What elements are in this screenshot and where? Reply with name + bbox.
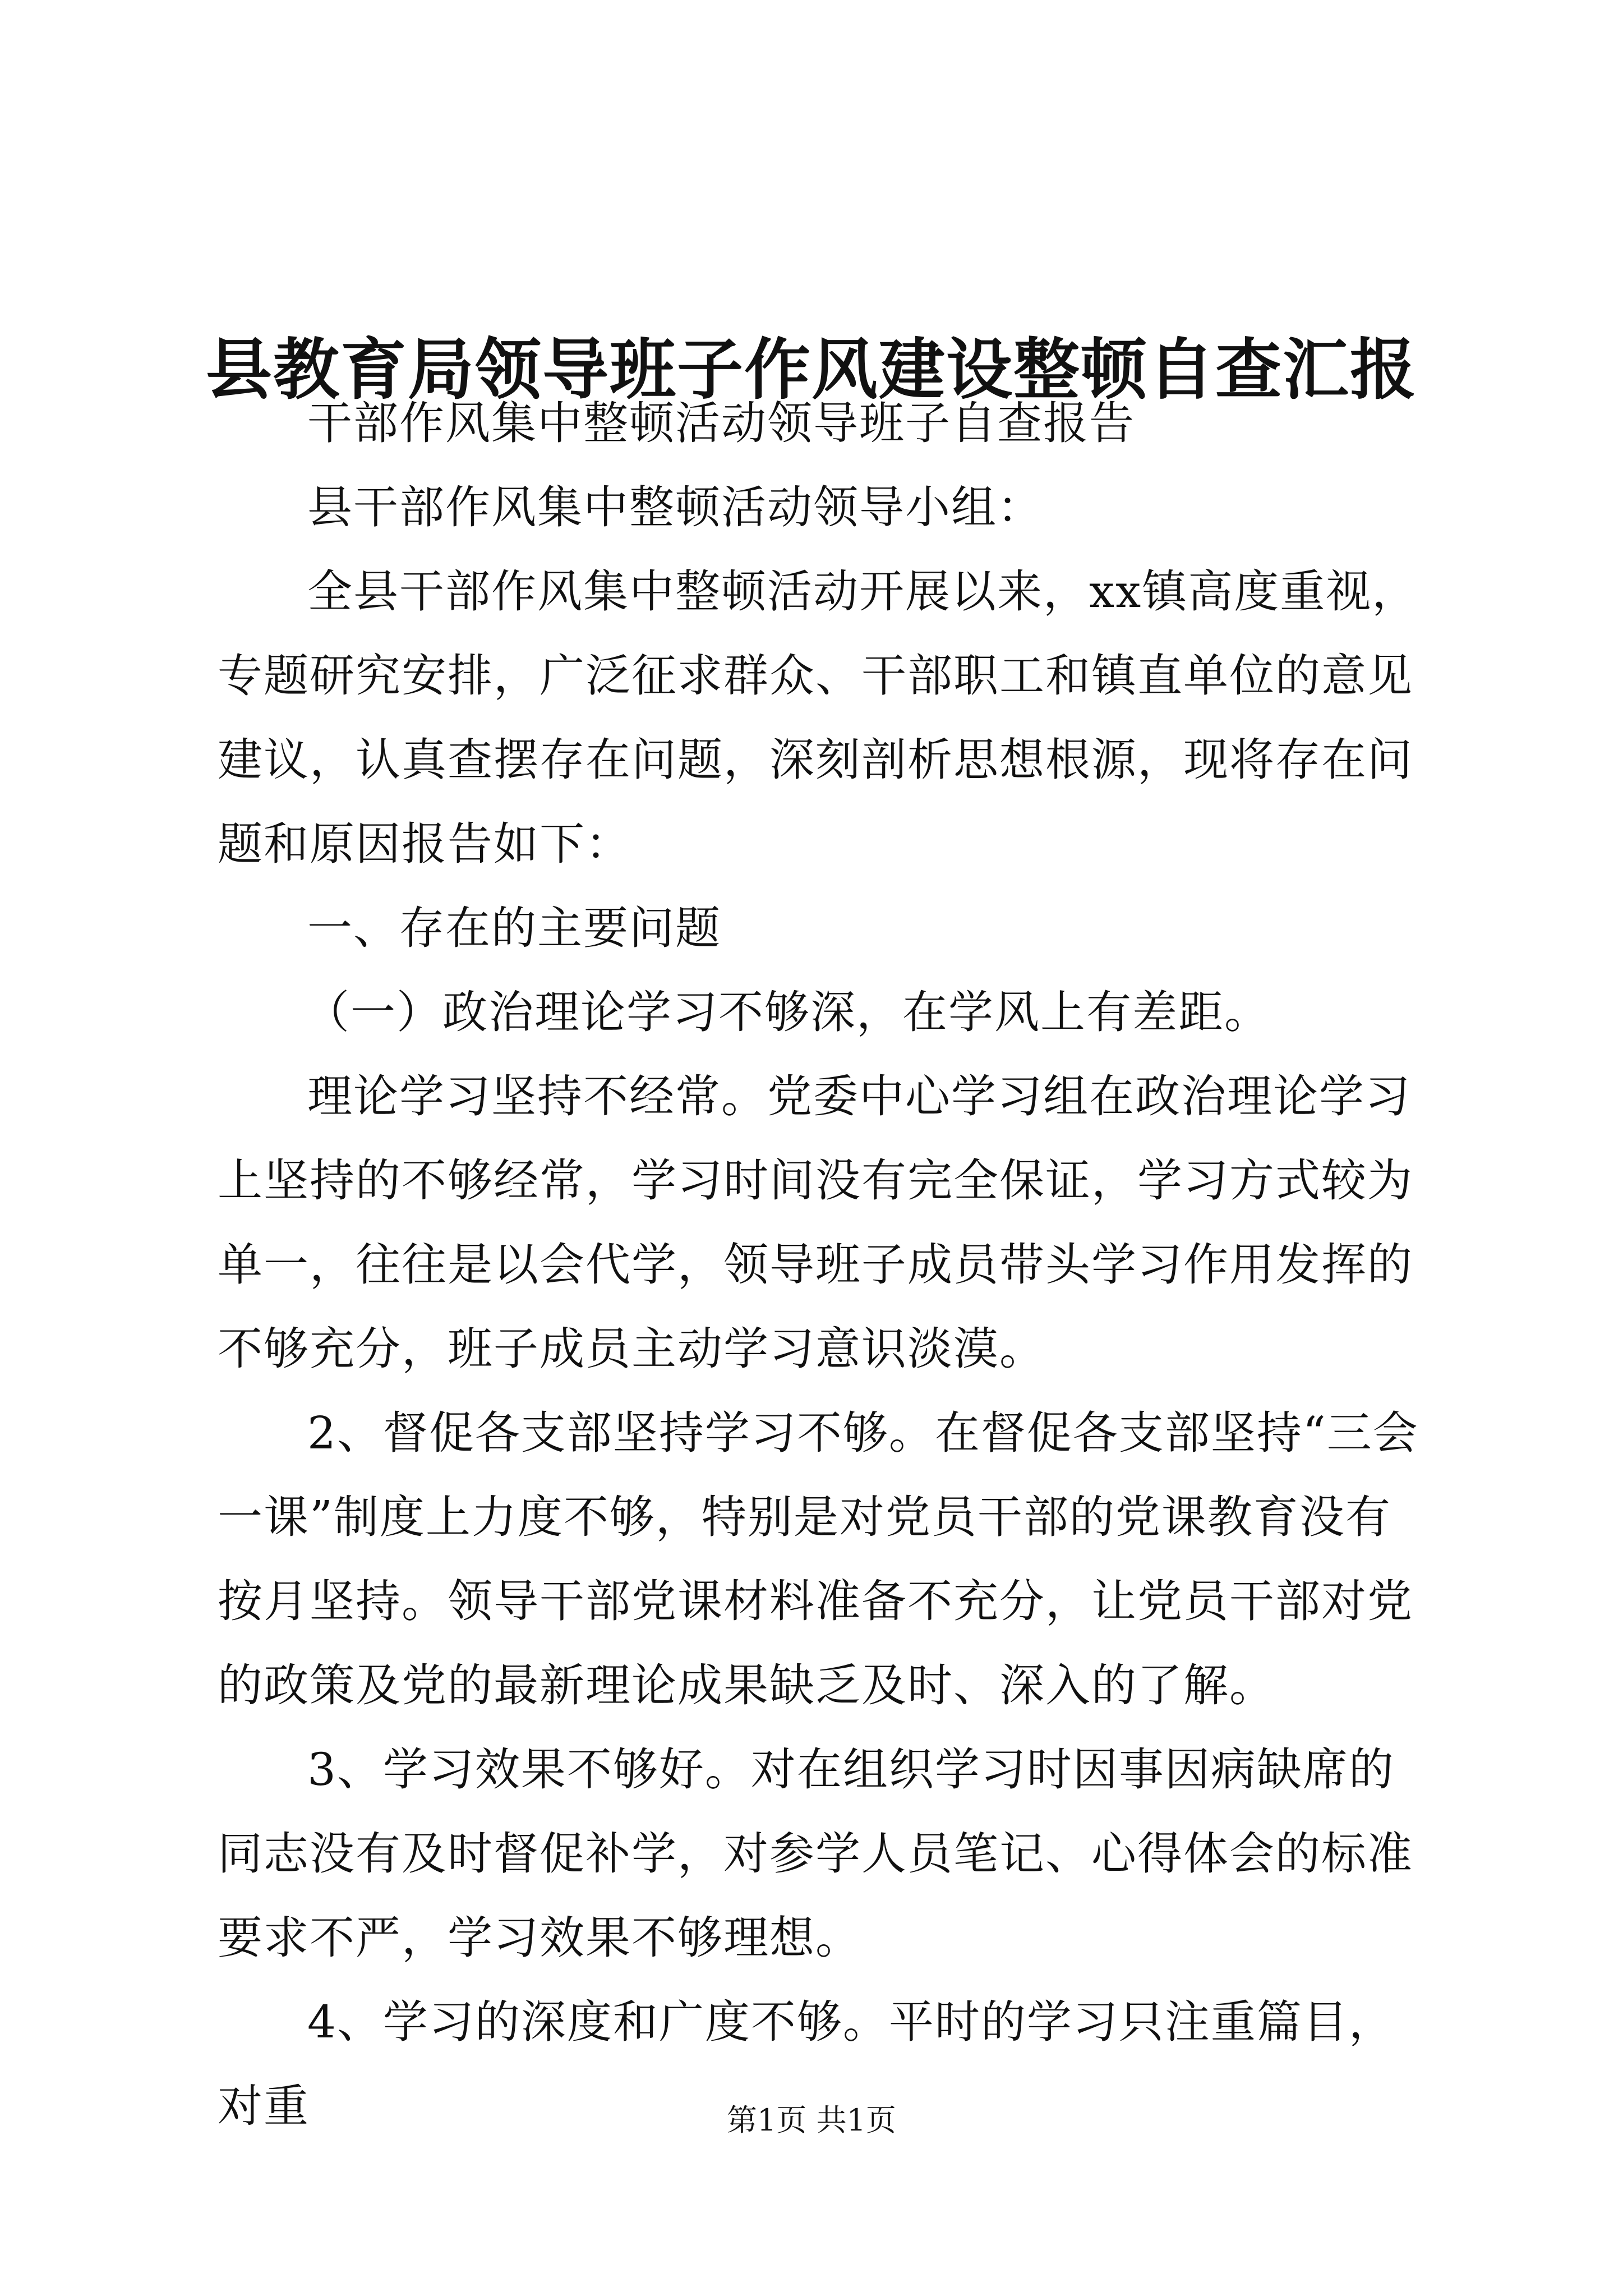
document-title: 县教育局领导班子作风建设整顿自查汇报 <box>205 330 1417 409</box>
paragraph-subsection-heading: （一）政治理论学习不够深，在学风上有差距。 <box>305 986 1270 1038</box>
paragraph-item-1: 理论学习坚持不经常。党委中心学习组在政治理论学习上坚持的不够经常，学习时间没有完全保证，学习方式较为单一，往往是以会代学，领导班子成员带头学习作用发挥的不够充分，班子成员主动学习意识淡漠。 <box>218 1070 1413 1375</box>
paragraph-item-3: 3、学习效果不够好。对在组织学习时因事因病缺席的同志没有及时督促补学，对参学人员笔记、心得体会的标准要求不严，学习效果不够理想。 <box>218 1743 1413 1964</box>
paragraph-section-heading: 一、存在的主要问题 <box>307 902 721 954</box>
paragraph-item-4: 4、学习的深度和广度不够。平时的学习只注重篇目，对重 <box>218 1996 1395 2132</box>
paragraph-report-subtitle: 干部作风集中整顿活动领导班子自查报告 <box>307 397 1135 449</box>
paragraph-introduction: 全县干部作风集中整顿活动开展以来，xx镇高度重视，专题研究安排，广泛征求群众、干部职工和镇直单位的意见建议，认真查摆存在问题，深刻剖析思想根源，现将存在问题和原因报告如下： <box>218 565 1418 870</box>
document-body <box>218 381 1428 2148</box>
paragraph-item-2: 2、督促各支部坚持学习不够。在督促各支部坚持“三会一课”制度上力度不够，特别是对党员干部的党课教育没有按月坚持。领导干部党课材料准备不充分，让党员干部对党的政策及党的最新理论成果缺乏及时、深入的了解。 <box>218 1407 1419 1711</box>
paragraph-addressee: 县干部作风集中整顿活动领导小组： <box>307 481 1043 533</box>
page-number-footer: 第1页 共1页 <box>727 2102 896 2138</box>
